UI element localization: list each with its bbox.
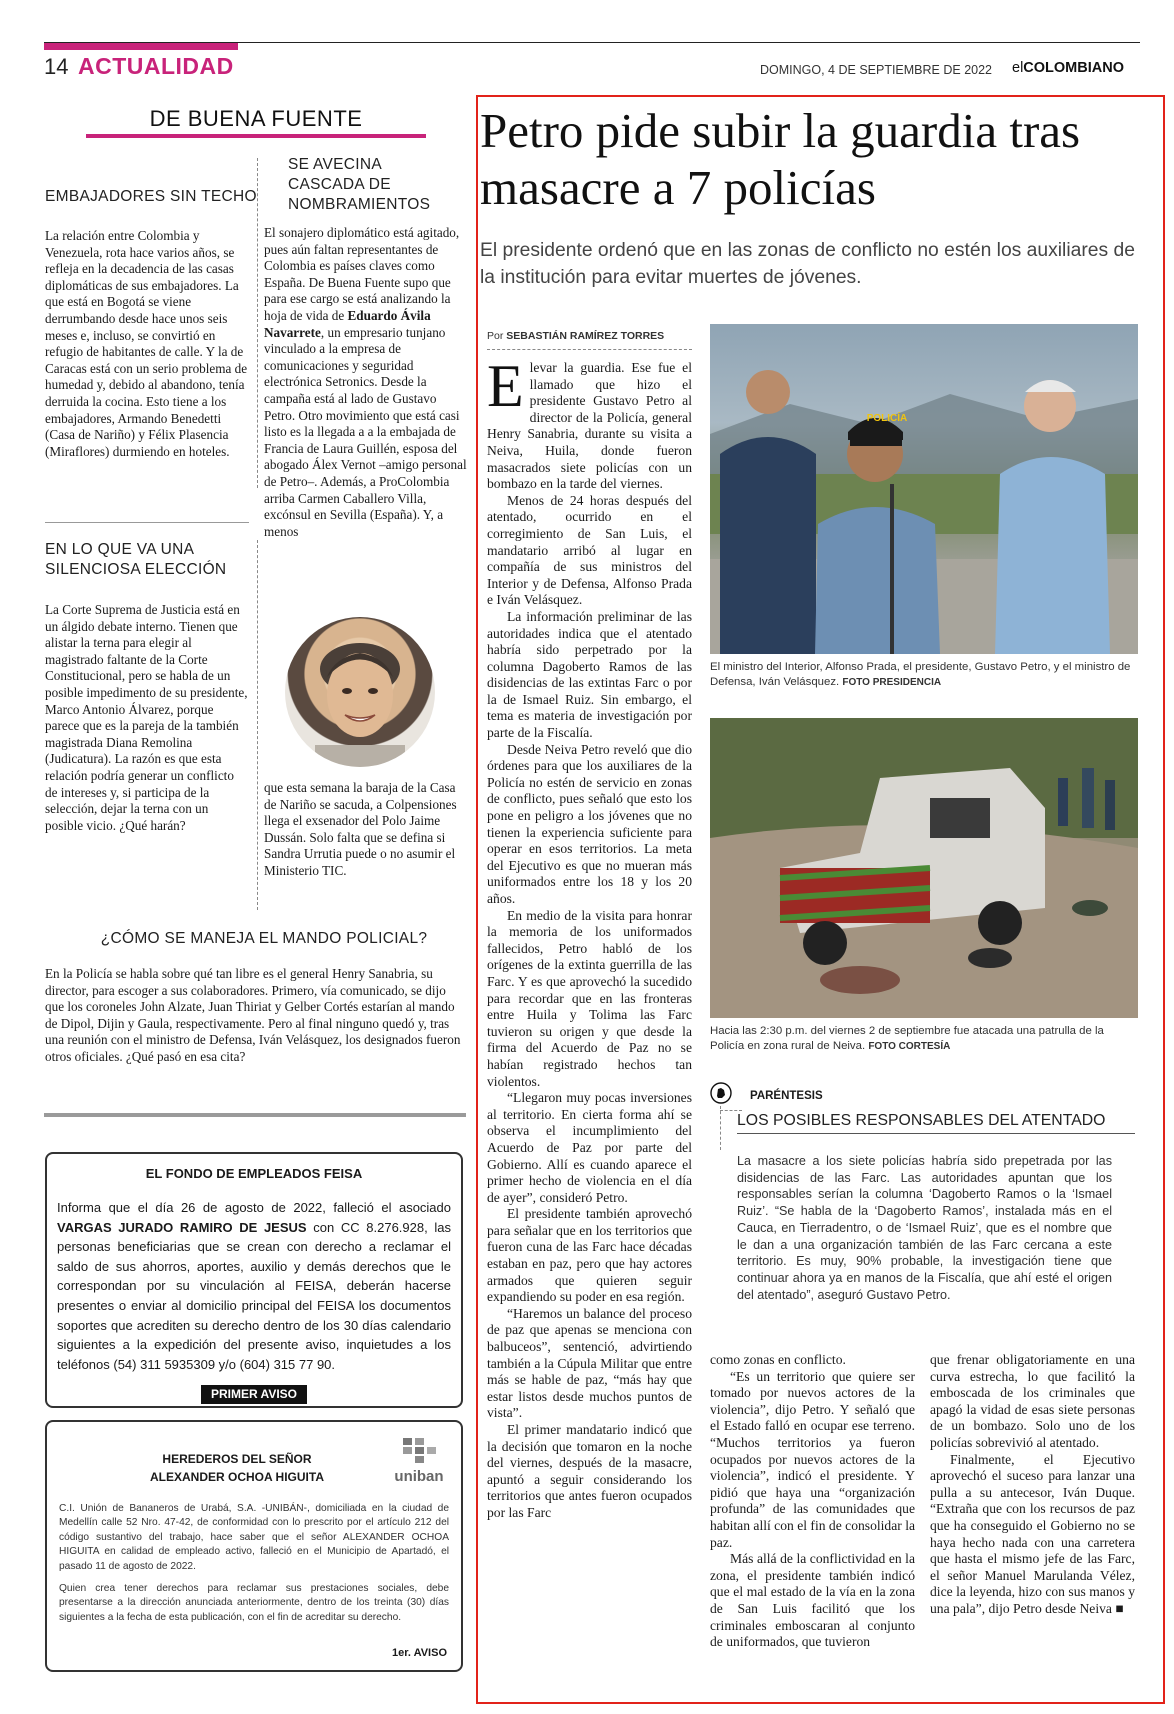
- uniban-text-2: Quien crea tener derechos para reclamar sus prestaciones sociales, debe presentarse a la dirección anunciada anteriormente, dentro de los treinta (30) días siguientes a la fecha de esta publicación, con el fin de acreditar su derecho.: [59, 1583, 449, 1623]
- uniban-badge: 1er. AVISO: [391, 1647, 447, 1659]
- byline-name: SEBASTIÁN RAMÍREZ TORRES: [506, 330, 665, 342]
- cascada-text-cont: [264, 780, 467, 880]
- article-dek: El presidente ordenó que en las zonas de conflicto no estén los auxiliares de la institución para evitar muertes de jóvenes.: [480, 240, 1135, 288]
- article-column-3: [930, 1352, 1135, 1618]
- embajadores-text: [45, 228, 249, 460]
- article-col3-paragraph-1: que frenar obligatoriamente en una curva estrecha, lo que facilitó la emboscada de los criminales que apagó la vidad de esas siete personas de un bombazo. Solo uno de los policías sobrevivió al atentado.: [930, 1352, 1135, 1450]
- feisa-name: VARGAS JURADO RAMIRO DE JESUS: [57, 1219, 307, 1235]
- photo-presidencia-svg: [710, 324, 1138, 654]
- cascada-bold-name: Eduardo Ávila Navarrete: [264, 307, 431, 340]
- uniban-logo-text: uniban: [394, 1468, 444, 1485]
- fist-icon: [710, 1082, 732, 1104]
- photo1-credit: FOTO PRESIDENCIA: [842, 677, 942, 688]
- page-number: 14: [44, 54, 69, 79]
- article-paragraph-9: El primer mandatario indicó que la decisión que tomaron en la noche del viernes, después de la masacre, apuntó a seguir considerando los territorios que antes fueron ocupados por las Farc: [487, 1422, 692, 1520]
- article-column-2: [710, 1352, 915, 1651]
- photo-cortesia-caption: [710, 1024, 1138, 1054]
- cascada-text-2: , un empresario tunjano vinculado a la empresa de comunicaciones y seguridad electrónica Setronics. Desde la campaña está al lado de Gustavo Petro. Otro movimiento que está casi listo es la llegada a a la embajada de Francia de Laura Guillén, esposa del abogado Álex Vernot –amigo personal de Petro–. Además, a ProColombia arriba Carmen Caballero Villa, excónsul en Sevilla (España). Y, a menos: [264, 324, 467, 539]
- columnist-portrait: [285, 617, 435, 767]
- article-paragraph-8: “Haremos un balance del proceso de paz que apenas se menciona con balbuceos”, sentenció, advirtiendo también a la Cúpula Militar que entre más se hable de paz, “más hay que estar listos desde muchos puntos de vista”.: [487, 1305, 692, 1421]
- header-accent-bar: [44, 43, 238, 50]
- feisa-notice: [45, 1152, 463, 1408]
- parentesis-title-rule: [737, 1133, 1135, 1134]
- parentesis-title: LOS POSIBLES RESPONSABLES DEL ATENTADO: [737, 1112, 1106, 1129]
- article-paragraph-4: Desde Neiva Petro reveló que dio órdenes para que los auxiliares de la Policía no estén de servicio en zonas de conflicto, pues señaló que esto los pone en peligro a los jóvenes que no tienen la experiencia suficiente para operar en esos territorios. La meta del Ejecutivo es que no mueran más uniformados entre los 18 y los 20 años.: [487, 741, 692, 906]
- photo-presidencia: [710, 324, 1138, 654]
- parentesis-label: PARÉNTESIS: [750, 1090, 823, 1102]
- cascada-paragraph: [264, 225, 467, 540]
- feisa-text-2: con CC 8.276.928, las personas beneficiarias que se crean con derecho a reclamar el saldo de sus ahorros, aportes, auxilio y demás derechos que le correspondan por su vinculación al FEISA, deberán hacerse presentes o enviar al domicilio principal del FEISA los documentos soportes que acrediten su derecho dentro de los 30 días calendario siguientes a la expedición del presente aviso, inquietudes a los teléfonos (54) 311 5935309 y/o (604) 315 77 90.: [57, 1219, 451, 1372]
- article-byline: [487, 330, 664, 342]
- cascada-paragraph-3: que esta semana la baraja de la Casa de Nariño se sacuda, a Colpensiones llega el exsenador del Polo Jaime Dussán. Solo falta que se defina si Sandra Urrutia puede o no asumir el Ministerio TIC.: [264, 780, 457, 878]
- feisa-text: [57, 1198, 451, 1374]
- feisa-title: EL FONDO DE EMPLEADOS FEISA: [145, 1166, 363, 1181]
- parentesis-text: La masacre a los siete policías habría sido prepetrada por las disidencias de las Farc. Las autoridades apuntan que los responsables serían la columna ‘Dagoberto Ramos o la ‘Ismael Ruiz’. “Se habla de la ‘Dagoberto Ramos’, instalada más en el Cauca, en Tierradentro, o de ‘Ismael Ruiz’, que es el nombre que le dan a una organización también de las Farc cercana a este territorio. Es muy, 90% probable, la investigación tiene que continuar ahora ya en manos de la Fiscalía, que ahí esté el origen del atentado”, aseguró Gustavo Petro.: [737, 1154, 1112, 1302]
- newspaper-logo: [1012, 60, 1124, 76]
- article-col2-paragraph-3: Más allá de la conflictividad en la zona, el presidente también indicó que el mal estado de la vía en la zona de San Luis facilitó que los criminales emboscaran al conjunto de uniformados, que tuvieron: [710, 1551, 915, 1650]
- article-col2-paragraph-2: “Es un territorio que quiere ser tomado por nuevos actores de la violencia”, dijo Petro. Y señaló que el Estado falló en ocupar ese terreno. “Muchos territorios ya fueron ocupados por nuevos actores de la violencia”, indicó el presidente. Y pidió que haya una “organización profunda” de las comunidades que habitan allí con el fin de consolidar la paz.: [710, 1368, 915, 1550]
- uniban-title-1: HEREDEROS DEL SEÑOR: [162, 1452, 312, 1466]
- fuente-title: DE BUENA FUENTE: [149, 106, 363, 131]
- mando-text: [45, 966, 465, 1066]
- article-col2-paragraph-1: como zonas en conflicto.: [710, 1352, 846, 1367]
- logo-prefix: el: [1012, 60, 1024, 76]
- eleccion-text: [45, 602, 249, 834]
- eleccion-paragraph: La Corte Suprema de Justicia está en un álgido debate interno. Tienen que alistar la terna para elegir al magistrado faltante de la Corte Constitucional, pero se habla de un posible impedimento de su presidente, Marco Antonio Álvarez, porque parece que es la pareja de la también magistrada Diana Remolina (Judicatura). La razón es que esta relación podría generar un conflicto de intereses y, si participa de la selección, dejar la terna con un posible vicio. ¿Qué harán?: [45, 602, 248, 833]
- eleccion-heading: EN LO QUE VA UNA SILENCIOSA ELECCIÓN: [45, 541, 227, 578]
- parentesis-icon: [710, 1082, 732, 1104]
- logo-main: COLOMBIANO: [1023, 60, 1124, 76]
- feisa-badge: PRIMER AVISO: [201, 1385, 307, 1404]
- photo-presidencia-caption: [710, 660, 1138, 690]
- fuente-bottom-rule: [44, 1113, 466, 1117]
- photo2-credit: FOTO CORTESÍA: [868, 1041, 951, 1052]
- article-paragraph-2: Menos de 24 horas después del atentado, ocurrido en el corregimiento de San Luis, el mandatario arribó al lugar en compañía de sus ministros del Interior y de Defensa, Alfonso Prada e Iván Velásquez.: [487, 492, 692, 608]
- article-col3-p2-text: Finalmente, el Ejecutivo aprovechó el suceso para lanzar una pulla a su antecesor, Iván Duque. “Extraña que con los recursos de paz que ha conseguido el Gobierno no se haya hecho nada con una carretera que hasta el mismo jefe de las Farc, el señor Manuel Marulanda Vélez, dice la leyenda, hizo con sus manos y una pala”, dijo Petro desde Neiva: [930, 1451, 1135, 1616]
- parentesis-top-rule: [720, 1110, 742, 1111]
- embajadores-paragraph: La relación entre Colombia y Venezuela, rota hace varios años, se refleja en la decadencia de las casas diplomáticas de sus embajadores. La que está en Bogotá se viene derrumbando desde hace unos seis meses e, incluso, se convirtió en refugio de habitantes de calle. Y la de Caracas está con un serio problema de humedad y, debido al abandono, tenía derruida la cocina. Esto tiene a los embajadores, Armando Benedetti (Casa de Nariño) y Félix Plasencia (Miraflores) durmiendo en hoteles.: [45, 228, 248, 459]
- fuente-title-underline: [86, 134, 426, 138]
- photo2-caption-text: Hacia las 2:30 p.m. del viernes 2 de septiembre fue atacada una patrulla de la Policía en zona rural de Neiva.: [710, 1025, 1104, 1052]
- article-headline: Petro pide subir la guardia tras masacre a 7 policías: [480, 103, 1081, 215]
- uniban-notice: [45, 1420, 463, 1672]
- article-paragraph-6: “Llegaron muy pocas inversiones al territorio. En cierta forma ahí se observa el incumplimiento del Acuerdo de Paz por parte del Gobierno. Allí es cuando aparece el primer hecho de violencia en el día de ayer”, consideró Petro.: [487, 1090, 692, 1205]
- uniban-text-1: C.I. Unión de Bananeros de Urabá, S.A. -UNIBÁN-, domiciliada en la ciudad de Medellín calle 52 Nro. 47-42, de conformidad con lo prescrito por el artículo 212 del código sustantivo del trabajo, hace saber que el señor ALEXANDER OCHOA HIGUITA en calidad de empleado activo, falleció en el Municipio de Apartadó, el pasado 11 de agosto de 2022.: [59, 1503, 449, 1572]
- dropcap-letter: E: [487, 353, 524, 419]
- article-column-1: [487, 353, 692, 1522]
- photo1-caption-text: El ministro del Interior, Alfonso Prada, el presidente, Gustavo Petro, y el ministro de Defensa, Iván Velásquez.: [710, 661, 1131, 688]
- embajadores-separator: [45, 522, 249, 523]
- fuente-column-divider-lower: [257, 540, 258, 910]
- cap-text: POLICÍA: [866, 413, 908, 424]
- section-name: ACTUALIDAD: [78, 53, 234, 79]
- cascada-heading: SE AVECINA CASCADA DE NOMBRAMIENTOS: [288, 156, 431, 213]
- portrait-svg: [285, 617, 435, 767]
- article-paragraph-5: En medio de la visita para honrar la memoria de los uniformados fallecidos, Petro habló de los orígenes de la extinta guerrilla de las Farc. Y es que aprovechó la sucedido para recordar que en las fronteras entre Huila y Tolima las Farc tuvieron su origen y que desde la firma del Acuerdo de Paz no se habían registrado hechos tan violentos.: [487, 907, 692, 1089]
- uniban-logo-icon: [397, 1436, 439, 1466]
- uniban-logo-svg: [397, 1436, 439, 1466]
- article-paragraph-3: La información preliminar de las autoridades indica que el atentado habría sido perpetrado por la columna Dagoberto Ramos de las disidencias de las extintas Farc o por la de Ismael Ruiz. Sin embargo, el tema es materia de investigación por parte de la Fiscalía.: [487, 608, 692, 741]
- feisa-text-1: Informa que el día 26 de agosto de 2022, falleció el asociado: [57, 1200, 451, 1215]
- cascada-text: [264, 225, 467, 540]
- uniban-title-2: ALEXANDER OCHOA HIGUITA: [150, 1470, 324, 1484]
- byline-prefix: Por: [487, 330, 504, 342]
- cascada-text-1: El sonajero diplomático está agitado, pues aún faltan representantes de Colombia es países claves como España. De Buena Fuente supo que para ese cargo se está analizando la hoja de vida de: [264, 225, 460, 323]
- article-p1-text: levar la guardia. Ese fue el llamado que hizo el presidente Gustavo Petro al director de la Policía, general Henry Sanabria, durante su visita a Neiva, Huila, donde fueron masacrados siete policías con un bombazo en la tarde del viernes.: [487, 360, 692, 492]
- photo-cortesia: [710, 718, 1138, 1018]
- parentesis-vertical-rule: [720, 1106, 721, 1150]
- mando-paragraph: En la Policía se habla sobre qué tan libre es el general Henry Sanabria, su director, para escoger a sus colaboradores. Primero, vía comunicado, se dijo que los coroneles John Alzate, Juan Thiriat y Gelber Cortés estarían al mando de Dipol, Dijin y Gaula, respectivamente. Pero al final ninguno quedó y, tras una reunión con el ministro de Defensa, Iván Velásquez, los designados fueron otros oficiales. ¿Qué pasó en esa cita?: [45, 966, 461, 1064]
- embajadores-heading: EMBAJADORES SIN TECHO: [45, 188, 257, 205]
- fuente-column-divider: [257, 158, 258, 488]
- byline-rule: [487, 349, 692, 350]
- article-paragraph-7: El presidente también aprovechó para señalar que en los territorios que fueron cuna de las Farc hace décadas estaban en paz, pero que hay actores armados que quieren seguir expandiendo su poder en esa región.: [487, 1206, 692, 1305]
- mando-heading: ¿CÓMO SE MANEJA EL MANDO POLICIAL?: [100, 930, 428, 947]
- article-col3-paragraph-2: [930, 1452, 1135, 1618]
- photo-cortesia-svg: [710, 718, 1138, 1018]
- page-date: DOMINGO, 4 DE SEPTIEMBRE DE 2022: [760, 63, 993, 77]
- article-paragraph-1: [487, 353, 692, 493]
- end-mark: ■: [1115, 1600, 1124, 1616]
